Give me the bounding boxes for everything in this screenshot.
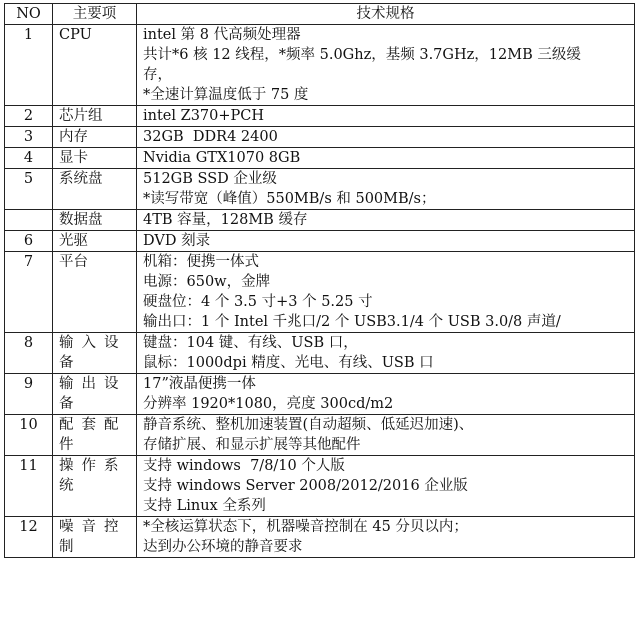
spec-line: 512GB SSD 企业级 [143, 171, 277, 187]
spec-line: *全核运算状态下，机器噪音控制在 45 分贝以内； [143, 519, 468, 535]
row-spec [137, 25, 635, 106]
table-row [5, 169, 635, 210]
row-item: 系统盘 [53, 169, 137, 210]
row-item: 输出设备 [53, 374, 137, 415]
spec-line: 支持 Linux 全系列 [143, 498, 266, 514]
spec-line: 静音系统、整机加速装置(自动超频、低延迟加速)、 [143, 417, 474, 433]
row-item: 芯片组 [53, 106, 137, 127]
row-number: 10 [5, 415, 53, 456]
spec-line: 32GB DDR4 2400 [143, 129, 278, 145]
row-spec [137, 148, 635, 169]
row-spec [137, 231, 635, 252]
table-row [5, 231, 635, 252]
spec-line: intel Z370+PCH [143, 108, 265, 124]
spec-line: 硬盘位：4 个 3.5 寸+3 个 5.25 寸 [143, 294, 373, 310]
header-row [5, 4, 635, 25]
spec-line: 鼠标：1000dpi 精度、光电、有线、USB 口 [143, 355, 434, 371]
spec-line: 支持 windows 7/8/10 个人版 [143, 458, 345, 474]
row-number: 3 [5, 127, 53, 148]
row-number: 8 [5, 333, 53, 374]
table-row [5, 127, 635, 148]
header-spec: 技术规格 [137, 4, 635, 25]
row-item: 平台 [53, 252, 137, 333]
row-item: 输入设备 [53, 333, 137, 374]
row-item: CPU [53, 25, 137, 106]
row-number: 4 [5, 148, 53, 169]
spec-line: *读写带宽（峰值）550MB/s 和 500MB/s； [143, 191, 436, 207]
spec-line: intel 第 8 代高频处理器 [143, 27, 301, 43]
table-row [5, 517, 635, 558]
table-row [5, 415, 635, 456]
row-number: 12 [5, 517, 53, 558]
row-item: 噪音控制 [53, 517, 137, 558]
row-number: 5 [5, 169, 53, 210]
table-row [5, 148, 635, 169]
row-number: 6 [5, 231, 53, 252]
row-spec [137, 210, 635, 231]
row-number: 7 [5, 252, 53, 333]
row-number: 1 [5, 25, 53, 106]
row-number [5, 210, 53, 231]
row-spec [137, 333, 635, 374]
table-row [5, 25, 635, 106]
row-item: 内存 [53, 127, 137, 148]
spec-line: Nvidia GTX1070 8GB [143, 150, 301, 166]
row-item: 显卡 [53, 148, 137, 169]
row-item: 光驱 [53, 231, 137, 252]
spec-body [5, 25, 635, 558]
row-spec [137, 169, 635, 210]
spec-line: 机箱：便携一体式 [143, 254, 259, 270]
spec-line: 达到办公环境的静音要求 [143, 539, 303, 555]
row-number: 11 [5, 456, 53, 517]
row-spec [137, 106, 635, 127]
spec-line: *全速计算温度低于 75 度 [143, 87, 309, 103]
table-row [5, 374, 635, 415]
spec-line: 4TB 容量，128MB 缓存 [143, 212, 308, 228]
row-spec [137, 252, 635, 333]
spec-line: DVD 刻录 [143, 233, 211, 249]
row-number: 2 [5, 106, 53, 127]
row-item: 数据盘 [53, 210, 137, 231]
header-no: NO [5, 4, 53, 25]
spec-line: 键盘：104 键、有线、USB 口， [143, 335, 358, 351]
spec-line: 支持 windows Server 2008/2012/2016 企业版 [143, 478, 468, 494]
table-row [5, 210, 635, 231]
row-item: 配套配件 [53, 415, 137, 456]
row-spec [137, 456, 635, 517]
row-spec [137, 415, 635, 456]
spec-line: 存储扩展、和显示扩展等其他配件 [143, 437, 361, 453]
table-row [5, 252, 635, 333]
spec-line: 输出口：1 个 Intel 千兆口/2 个 USB3.1/4 个 USB 3.0/8 声道/ [143, 314, 561, 330]
row-spec [137, 374, 635, 415]
row-spec [137, 127, 635, 148]
spec-line: 17”液晶便携一体 [143, 376, 256, 392]
spec-line: 共计*6 核 12 线程，*频率 5.0Ghz，基频 3.7GHz，12MB 三级缓 [143, 47, 581, 63]
table-row [5, 106, 635, 127]
table-row [5, 456, 635, 517]
header-item: 主要项 [53, 4, 137, 25]
row-number: 9 [5, 374, 53, 415]
spec-table [4, 3, 635, 558]
spec-line: 电源：650w，金牌 [143, 274, 271, 290]
spec-line: 分辨率 1920*1080，亮度 300cd/m2 [143, 396, 394, 412]
spec-line: 存， [143, 67, 172, 83]
table-row [5, 333, 635, 374]
row-item: 操作系统 [53, 456, 137, 517]
row-spec [137, 517, 635, 558]
